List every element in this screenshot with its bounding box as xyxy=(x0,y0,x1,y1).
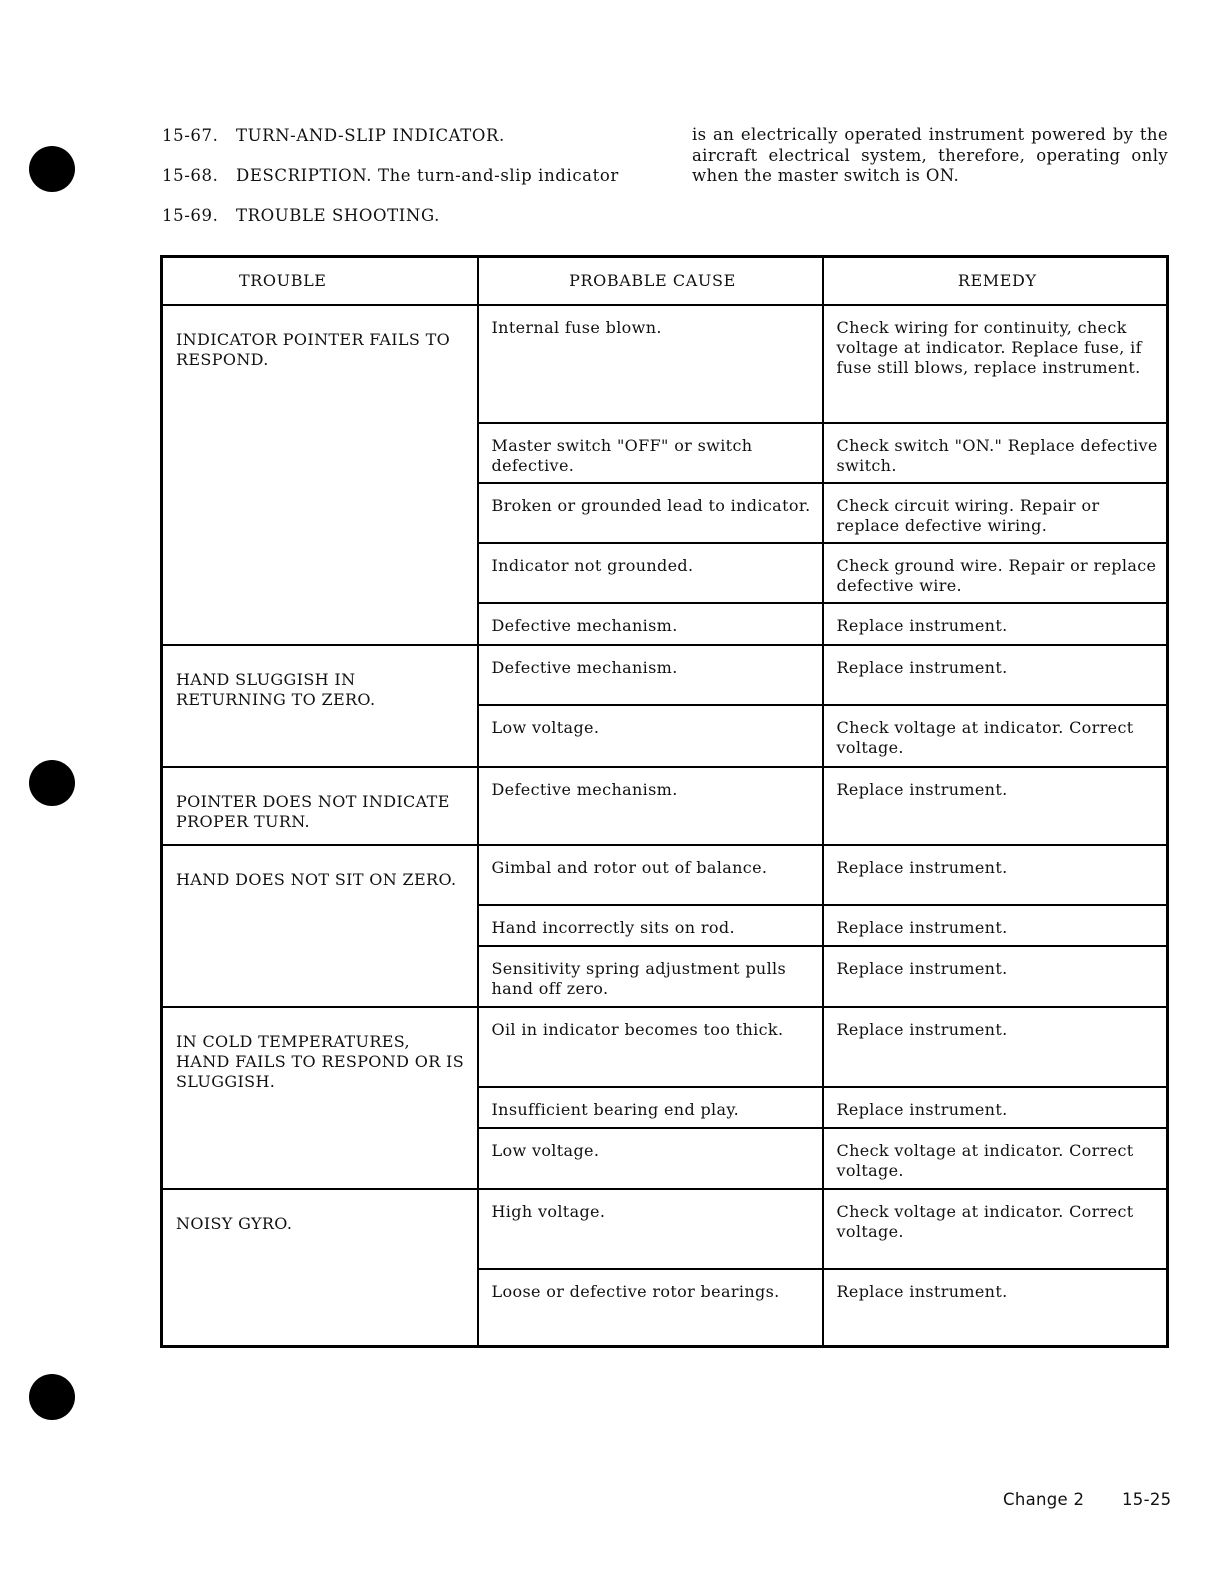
remedy-cell: Replace instrument. xyxy=(823,1087,1168,1128)
remedy-cell: Replace instrument. xyxy=(823,1007,1168,1087)
binder-hole xyxy=(29,1374,75,1420)
probable-cause-cell: Oil in indicator becomes too thick. xyxy=(478,1007,823,1087)
section-title: TURN-AND-SLIP INDICATOR. xyxy=(236,126,505,145)
section-heading-15-69 xyxy=(162,206,440,225)
table-row xyxy=(162,305,1168,423)
trouble-cell: IN COLD TEMPERATURES, HAND FAILS TO RESPOND OR IS SLUGGISH. xyxy=(162,1007,478,1189)
trouble-cell: POINTER DOES NOT INDICATE PROPER TURN. xyxy=(162,767,478,845)
header-remedy: REMEDY xyxy=(823,257,1168,306)
remedy-cell: Check ground wire. Repair or replace defective wire. xyxy=(823,543,1168,603)
remedy-cell: Replace instrument. xyxy=(823,845,1168,905)
section-heading-15-67 xyxy=(162,126,505,145)
probable-cause-cell: Defective mechanism. xyxy=(478,645,823,705)
probable-cause-cell: Sensitivity spring adjustment pulls hand off zero. xyxy=(478,946,823,1007)
probable-cause-cell: Low voltage. xyxy=(478,705,823,767)
troubleshooting-table xyxy=(160,255,1169,1348)
section-title: TROUBLE SHOOTING. xyxy=(236,206,440,225)
probable-cause-cell: Loose or defective rotor bearings. xyxy=(478,1269,823,1346)
section-title: DESCRIPTION. The turn-and-slip indicator xyxy=(236,166,619,185)
remedy-cell: Replace instrument. xyxy=(823,1269,1168,1346)
trouble-cell: NOISY GYRO. xyxy=(162,1189,478,1346)
probable-cause-cell: Master switch "OFF" or switch defective. xyxy=(478,423,823,483)
probable-cause-cell: Internal fuse blown. xyxy=(478,305,823,423)
table-row xyxy=(162,645,1168,705)
table-row xyxy=(162,767,1168,845)
binder-hole xyxy=(29,146,75,192)
remedy-cell: Replace instrument. xyxy=(823,946,1168,1007)
table-row xyxy=(162,1189,1168,1269)
probable-cause-cell: Hand incorrectly sits on rod. xyxy=(478,905,823,946)
probable-cause-cell: Gimbal and rotor out of balance. xyxy=(478,845,823,905)
section-number: 15-68. xyxy=(162,166,219,185)
binder-hole xyxy=(29,760,75,806)
trouble-cell: HAND SLUGGISH IN RETURNING TO ZERO. xyxy=(162,645,478,767)
remedy-cell: Replace instrument. xyxy=(823,905,1168,946)
remedy-cell: Check circuit wiring. Repair or replace defective wiring. xyxy=(823,483,1168,543)
table-row xyxy=(162,845,1168,905)
probable-cause-cell: Defective mechanism. xyxy=(478,767,823,845)
page-number: 15-25 xyxy=(1122,1490,1172,1509)
table-row xyxy=(162,1007,1168,1087)
remedy-cell: Replace instrument. xyxy=(823,603,1168,645)
remedy-cell: Check voltage at indicator. Correct voltage. xyxy=(823,1128,1168,1189)
remedy-cell: Check switch "ON." Replace defective switch. xyxy=(823,423,1168,483)
section-number: 15-67. xyxy=(162,126,219,145)
remedy-cell: Replace instrument. xyxy=(823,767,1168,845)
remedy-cell: Check wiring for continuity, check voltage at indicator. Replace fuse, if fuse still blows, replace instrument. xyxy=(823,305,1168,423)
probable-cause-cell: Insufficient bearing end play. xyxy=(478,1087,823,1128)
section-heading-15-68 xyxy=(162,166,619,185)
remedy-cell: Check voltage at indicator. Correct voltage. xyxy=(823,1189,1168,1269)
remedy-cell: Replace instrument. xyxy=(823,645,1168,705)
section-number: 15-69. xyxy=(162,206,219,225)
header-trouble: TROUBLE xyxy=(162,257,478,306)
probable-cause-cell: High voltage. xyxy=(478,1189,823,1269)
probable-cause-cell: Defective mechanism. xyxy=(478,603,823,645)
remedy-cell: Check voltage at indicator. Correct voltage. xyxy=(823,705,1168,767)
trouble-cell: INDICATOR POINTER FAILS TO RESPOND. xyxy=(162,305,478,645)
probable-cause-cell: Broken or grounded lead to indicator. xyxy=(478,483,823,543)
header-probable-cause: PROBABLE CAUSE xyxy=(478,257,823,306)
trouble-cell: HAND DOES NOT SIT ON ZERO. xyxy=(162,845,478,1007)
change-label: Change 2 xyxy=(1003,1490,1085,1509)
probable-cause-cell: Low voltage. xyxy=(478,1128,823,1189)
table-header-row xyxy=(162,257,1168,306)
description-text: is an electrically operated instrument powered by the aircraft electrical system, therefore, operating only when the master switch is ON. xyxy=(692,125,1168,185)
probable-cause-cell: Indicator not grounded. xyxy=(478,543,823,603)
